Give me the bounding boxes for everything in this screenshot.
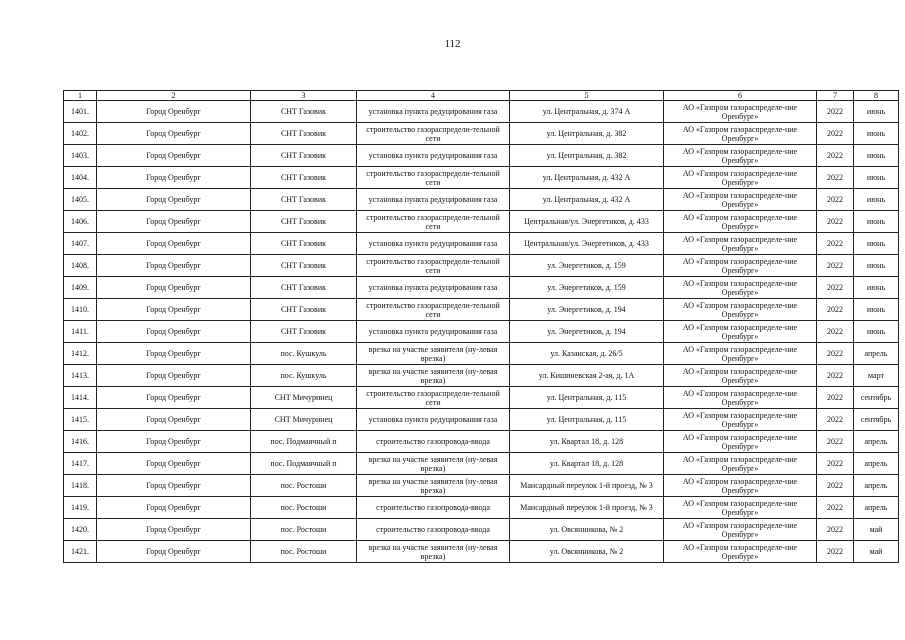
- address-cell: ул. Энергетиков, д. 159: [510, 277, 664, 299]
- address-cell: Мансардный переулок 1-й проезд, № 3: [510, 475, 664, 497]
- address-cell: ул. Квартал 18, д. 128: [510, 431, 664, 453]
- table-row: [64, 277, 899, 299]
- year-cell: 2022: [817, 277, 854, 299]
- city-cell: Город Оренбург: [97, 233, 251, 255]
- work-type-cell: строительство газопровода-ввода: [357, 497, 510, 519]
- settlement-cell: пос. Ростоши: [251, 541, 357, 563]
- city-cell: Город Оренбург: [97, 365, 251, 387]
- row-number: 1414.: [64, 387, 97, 409]
- address-cell: ул. Центральная, д. 115: [510, 387, 664, 409]
- work-type-cell: строительство газораспредели-тельной сети: [357, 255, 510, 277]
- work-type-cell: строительство газораспредели-тельной сети: [357, 123, 510, 145]
- row-number: 1409.: [64, 277, 97, 299]
- organization-cell: АО «Газпром газораспределе-ние Оренбург»: [664, 519, 817, 541]
- month-cell: июнь: [854, 255, 899, 277]
- table-row: [64, 541, 899, 563]
- address-cell: ул. Казанская, д. 26/5: [510, 343, 664, 365]
- city-cell: Город Оренбург: [97, 167, 251, 189]
- address-cell: ул. Центральная, д. 115: [510, 409, 664, 431]
- table-row: [64, 211, 899, 233]
- table-row: [64, 145, 899, 167]
- month-cell: июнь: [854, 277, 899, 299]
- year-cell: 2022: [817, 123, 854, 145]
- organization-cell: АО «Газпром газораспределе-ние Оренбург»: [664, 453, 817, 475]
- row-number: 1415.: [64, 409, 97, 431]
- city-cell: Город Оренбург: [97, 255, 251, 277]
- work-type-cell: строительство газораспредели-тельной сети: [357, 211, 510, 233]
- year-cell: 2022: [817, 189, 854, 211]
- month-cell: апрель: [854, 497, 899, 519]
- row-number: 1404.: [64, 167, 97, 189]
- month-cell: июнь: [854, 189, 899, 211]
- organization-cell: АО «Газпром газораспределе-ние Оренбург»: [664, 211, 817, 233]
- organization-cell: АО «Газпром газораспределе-ние Оренбург»: [664, 431, 817, 453]
- work-type-cell: установка пункта редуцирования газа: [357, 277, 510, 299]
- month-cell: май: [854, 541, 899, 563]
- settlement-cell: СНТ Газовик: [251, 145, 357, 167]
- month-cell: март: [854, 365, 899, 387]
- table-row: [64, 453, 899, 475]
- organization-cell: АО «Газпром газораспределе-ние Оренбург»: [664, 409, 817, 431]
- month-cell: июнь: [854, 233, 899, 255]
- month-cell: апрель: [854, 343, 899, 365]
- row-number: 1402.: [64, 123, 97, 145]
- work-type-cell: строительство газопровода-ввода: [357, 431, 510, 453]
- work-type-cell: установка пункта редуцирования газа: [357, 189, 510, 211]
- year-cell: 2022: [817, 387, 854, 409]
- settlement-cell: СНТ Газовик: [251, 211, 357, 233]
- address-cell: ул. Овсянникова, № 2: [510, 541, 664, 563]
- city-cell: Город Оренбург: [97, 343, 251, 365]
- year-cell: 2022: [817, 541, 854, 563]
- settlement-cell: СНТ Газовик: [251, 189, 357, 211]
- year-cell: 2022: [817, 431, 854, 453]
- year-cell: 2022: [817, 167, 854, 189]
- month-cell: май: [854, 519, 899, 541]
- city-cell: Город Оренбург: [97, 541, 251, 563]
- year-cell: 2022: [817, 365, 854, 387]
- year-cell: 2022: [817, 299, 854, 321]
- table-row: [64, 299, 899, 321]
- row-number: 1418.: [64, 475, 97, 497]
- table-row: [64, 497, 899, 519]
- address-cell: ул. Центральная, д. 432 А: [510, 167, 664, 189]
- address-cell: ул. Овсянникова, № 2: [510, 519, 664, 541]
- address-cell: ул. Энергетиков, д. 194: [510, 321, 664, 343]
- table-row: [64, 365, 899, 387]
- month-cell: апрель: [854, 453, 899, 475]
- table-row: [64, 101, 899, 123]
- month-cell: июнь: [854, 299, 899, 321]
- row-number: 1407.: [64, 233, 97, 255]
- work-type-cell: строительство газопровода-ввода: [357, 519, 510, 541]
- year-cell: 2022: [817, 343, 854, 365]
- organization-cell: АО «Газпром газораспределе-ние Оренбург»: [664, 387, 817, 409]
- month-cell: июнь: [854, 145, 899, 167]
- header-row: [64, 91, 899, 101]
- settlement-cell: СНТ Газовик: [251, 299, 357, 321]
- organization-cell: АО «Газпром газораспределе-ние Оренбург»: [664, 343, 817, 365]
- organization-cell: АО «Газпром газораспределе-ние Оренбург»: [664, 497, 817, 519]
- month-cell: апрель: [854, 431, 899, 453]
- organization-cell: АО «Газпром газораспределе-ние Оренбург»: [664, 101, 817, 123]
- row-number: 1403.: [64, 145, 97, 167]
- city-cell: Город Оренбург: [97, 475, 251, 497]
- month-cell: июнь: [854, 101, 899, 123]
- organization-cell: АО «Газпром газораспределе-ние Оренбург»: [664, 167, 817, 189]
- organization-cell: АО «Газпром газораспределе-ние Оренбург»: [664, 189, 817, 211]
- work-type-cell: врезка на участке заявителя (ну-левая врезка): [357, 343, 510, 365]
- row-number: 1408.: [64, 255, 97, 277]
- settlement-cell: пос. Подмаячный п: [251, 453, 357, 475]
- work-type-cell: установка пункта редуцирования газа: [357, 409, 510, 431]
- year-cell: 2022: [817, 519, 854, 541]
- column-header: 8: [854, 91, 899, 101]
- settlement-cell: пос. Ростоши: [251, 497, 357, 519]
- settlement-cell: пос. Ростоши: [251, 475, 357, 497]
- organization-cell: АО «Газпром газораспределе-ние Оренбург»: [664, 321, 817, 343]
- table-row: [64, 475, 899, 497]
- column-header: 2: [97, 91, 251, 101]
- year-cell: 2022: [817, 255, 854, 277]
- address-cell: ул. Энергетиков, д. 159: [510, 255, 664, 277]
- work-type-cell: строительство газораспредели-тельной сети: [357, 299, 510, 321]
- month-cell: сентябрь: [854, 387, 899, 409]
- organization-cell: АО «Газпром газораспределе-ние Оренбург»: [664, 365, 817, 387]
- row-number: 1416.: [64, 431, 97, 453]
- city-cell: Город Оренбург: [97, 189, 251, 211]
- work-type-cell: установка пункта редуцирования газа: [357, 321, 510, 343]
- table-row: [64, 321, 899, 343]
- organization-cell: АО «Газпром газораспределе-ние Оренбург»: [664, 145, 817, 167]
- address-cell: ул. Кишиневская 2-ая, д. 1А: [510, 365, 664, 387]
- work-type-cell: строительство газораспредели-тельной сети: [357, 167, 510, 189]
- column-header: 6: [664, 91, 817, 101]
- table-row: [64, 123, 899, 145]
- city-cell: Город Оренбург: [97, 431, 251, 453]
- row-number: 1417.: [64, 453, 97, 475]
- column-header: 4: [357, 91, 510, 101]
- table-row: [64, 431, 899, 453]
- city-cell: Город Оренбург: [97, 409, 251, 431]
- column-header: 5: [510, 91, 664, 101]
- row-number: 1410.: [64, 299, 97, 321]
- work-type-cell: врезка на участке заявителя (ну-левая врезка): [357, 453, 510, 475]
- settlement-cell: СНТ Газовик: [251, 123, 357, 145]
- settlement-cell: СНТ Газовик: [251, 167, 357, 189]
- row-number: 1405.: [64, 189, 97, 211]
- city-cell: Город Оренбург: [97, 497, 251, 519]
- year-cell: 2022: [817, 233, 854, 255]
- year-cell: 2022: [817, 321, 854, 343]
- registry-table: [63, 90, 899, 563]
- settlement-cell: СНТ Газовик: [251, 255, 357, 277]
- settlement-cell: пос. Подмаячный п: [251, 431, 357, 453]
- address-cell: ул. Центральная, д. 382: [510, 123, 664, 145]
- work-type-cell: врезка на участке заявителя (ну-левая врезка): [357, 541, 510, 563]
- organization-cell: АО «Газпром газораспределе-ние Оренбург»: [664, 299, 817, 321]
- month-cell: сентябрь: [854, 409, 899, 431]
- address-cell: ул. Центральная, д. 432 А: [510, 189, 664, 211]
- city-cell: Город Оренбург: [97, 519, 251, 541]
- address-cell: ул. Квартал 18, д. 128: [510, 453, 664, 475]
- row-number: 1406.: [64, 211, 97, 233]
- work-type-cell: установка пункта редуцирования газа: [357, 101, 510, 123]
- settlement-cell: пос. Кушкуль: [251, 343, 357, 365]
- month-cell: июнь: [854, 123, 899, 145]
- organization-cell: АО «Газпром газораспределе-ние Оренбург»: [664, 277, 817, 299]
- month-cell: июнь: [854, 167, 899, 189]
- table-row: [64, 343, 899, 365]
- year-cell: 2022: [817, 497, 854, 519]
- city-cell: Город Оренбург: [97, 145, 251, 167]
- column-header: 1: [64, 91, 97, 101]
- city-cell: Город Оренбург: [97, 101, 251, 123]
- table-row: [64, 519, 899, 541]
- column-header: 3: [251, 91, 357, 101]
- row-number: 1421.: [64, 541, 97, 563]
- year-cell: 2022: [817, 101, 854, 123]
- city-cell: Город Оренбург: [97, 453, 251, 475]
- organization-cell: АО «Газпром газораспределе-ние Оренбург»: [664, 123, 817, 145]
- row-number: 1412.: [64, 343, 97, 365]
- row-number: 1420.: [64, 519, 97, 541]
- address-cell: ул. Центральная, д. 382: [510, 145, 664, 167]
- year-cell: 2022: [817, 453, 854, 475]
- work-type-cell: врезка на участке заявителя (ну-левая врезка): [357, 365, 510, 387]
- row-number: 1411.: [64, 321, 97, 343]
- work-type-cell: установка пункта редуцирования газа: [357, 145, 510, 167]
- table-row: [64, 387, 899, 409]
- address-cell: Центральная/ул. Энергетиков, д. 433: [510, 211, 664, 233]
- year-cell: 2022: [817, 211, 854, 233]
- address-cell: Мансардный переулок 1-й проезд, № 3: [510, 497, 664, 519]
- address-cell: ул. Центральная, д. 374 А: [510, 101, 664, 123]
- settlement-cell: СНТ Газовик: [251, 233, 357, 255]
- work-type-cell: строительство газораспредели-тельной сети: [357, 387, 510, 409]
- month-cell: апрель: [854, 475, 899, 497]
- city-cell: Город Оренбург: [97, 277, 251, 299]
- settlement-cell: СНТ Мичуринец: [251, 387, 357, 409]
- row-number: 1401.: [64, 101, 97, 123]
- settlement-cell: пос. Кушкуль: [251, 365, 357, 387]
- row-number: 1419.: [64, 497, 97, 519]
- settlement-cell: СНТ Газовик: [251, 101, 357, 123]
- year-cell: 2022: [817, 409, 854, 431]
- settlement-cell: СНТ Газовик: [251, 321, 357, 343]
- city-cell: Город Оренбург: [97, 387, 251, 409]
- organization-cell: АО «Газпром газораспределе-ние Оренбург»: [664, 255, 817, 277]
- address-cell: Центральная/ул. Энергетиков, д. 433: [510, 233, 664, 255]
- settlement-cell: СНТ Мичуринец: [251, 409, 357, 431]
- address-cell: ул. Энергетиков, д. 194: [510, 299, 664, 321]
- month-cell: июнь: [854, 211, 899, 233]
- city-cell: Город Оренбург: [97, 299, 251, 321]
- column-header: 7: [817, 91, 854, 101]
- table-row: [64, 189, 899, 211]
- settlement-cell: СНТ Газовик: [251, 277, 357, 299]
- city-cell: Город Оренбург: [97, 211, 251, 233]
- month-cell: июнь: [854, 321, 899, 343]
- organization-cell: АО «Газпром газораспределе-ние Оренбург»: [664, 475, 817, 497]
- table-row: [64, 255, 899, 277]
- organization-cell: АО «Газпром газораспределе-ние Оренбург»: [664, 541, 817, 563]
- table-row: [64, 167, 899, 189]
- work-type-cell: врезка на участке заявителя (ну-левая врезка): [357, 475, 510, 497]
- city-cell: Город Оренбург: [97, 321, 251, 343]
- year-cell: 2022: [817, 145, 854, 167]
- year-cell: 2022: [817, 475, 854, 497]
- page-number: 112: [444, 38, 461, 50]
- row-number: 1413.: [64, 365, 97, 387]
- table-row: [64, 233, 899, 255]
- city-cell: Город Оренбург: [97, 123, 251, 145]
- organization-cell: АО «Газпром газораспределе-ние Оренбург»: [664, 233, 817, 255]
- settlement-cell: пос. Ростоши: [251, 519, 357, 541]
- table-row: [64, 409, 899, 431]
- work-type-cell: установка пункта редуцирования газа: [357, 233, 510, 255]
